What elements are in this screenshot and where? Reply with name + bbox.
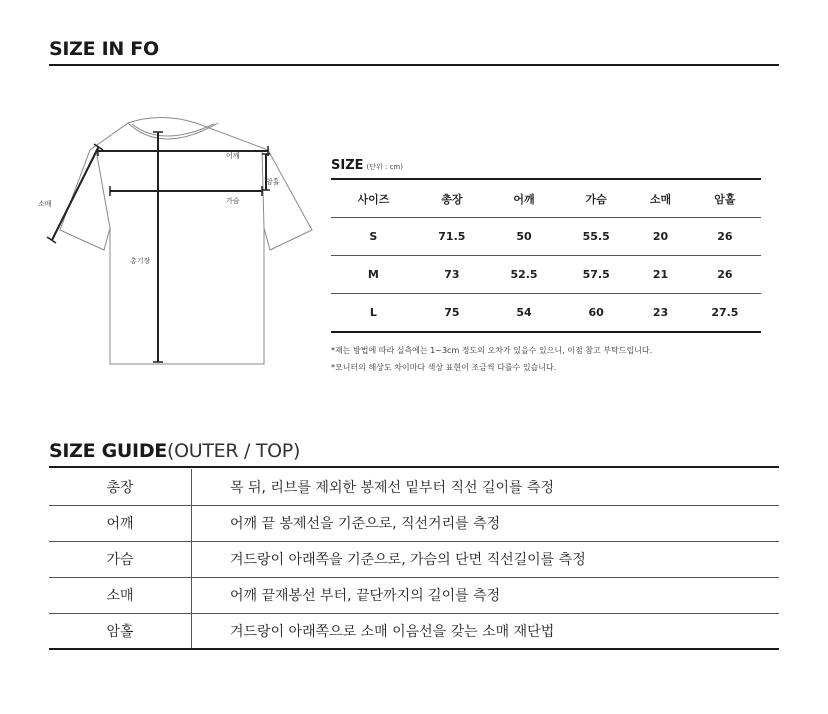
cell-chest: 55.5	[582, 230, 610, 243]
header-length: 총장	[441, 192, 463, 206]
guide-term: 어깨	[49, 505, 192, 541]
cell-shoulder: 54	[516, 306, 532, 319]
cell-length: 75	[444, 306, 460, 319]
table-row	[49, 469, 779, 505]
table-row	[49, 505, 779, 541]
note-monitor: *모니터의 해상도 차이마다 색상 표현이 조금씩 다를수 있습니다.	[331, 363, 557, 372]
cell-armhole: 27.5	[711, 306, 739, 319]
tshirt-illustration	[30, 110, 330, 375]
note-measurement: *재는 방법에 따라 실측에는 1~3cm 정도의 오차가 있을수 있으니, 이점 참고 부탁드립니다.	[331, 346, 653, 355]
table-row	[49, 613, 779, 649]
guide-term: 암홀	[49, 613, 192, 649]
cell-armhole: 26	[717, 230, 733, 243]
cell-length: 71.5	[438, 230, 466, 243]
table-row	[331, 256, 761, 294]
cell-sleeve: 23	[652, 306, 669, 319]
cell-sleeve: 21	[652, 268, 669, 281]
label-shoulder: 어깨	[226, 152, 240, 160]
cell-size: L	[369, 306, 377, 319]
cell-armhole: 26	[717, 268, 733, 281]
header-size: 사이즈	[357, 192, 390, 206]
size-guide-rule	[49, 466, 779, 468]
tshirt-diagram	[30, 110, 330, 379]
size-title-text: SIZE	[331, 158, 364, 173]
guide-desc: 목 뒤, 리브를 제외한 봉제선 밑부터 직선 길이를 측정	[230, 479, 555, 496]
cell-size: S	[369, 230, 378, 243]
guide-desc: 어깨 끝재봉선 부터, 끝단까지의 길이를 측정	[230, 588, 501, 604]
guide-desc: 겨드랑이 아래쪽을 기준으로, 가슴의 단면 직선길이를 측정	[230, 552, 586, 568]
cell-size: M	[367, 268, 379, 281]
guide-term: 총장	[49, 469, 192, 505]
size-guide-subtitle: (OUTER / TOP)	[166, 440, 301, 462]
size-table-title	[331, 158, 403, 173]
size-guide-title-text: SIZE GUIDE	[49, 440, 167, 462]
header-armhole: 암홀	[714, 192, 736, 206]
cell-sleeve: 20	[652, 230, 669, 243]
cell-shoulder: 52.5	[510, 268, 538, 281]
table-row	[331, 294, 761, 333]
label-armhole: 암홀	[266, 178, 280, 186]
table-row	[49, 577, 779, 613]
cell-shoulder: 50	[516, 230, 532, 243]
cell-length: 73	[444, 268, 460, 281]
cell-chest: 57.5	[582, 268, 610, 281]
size-table	[331, 178, 761, 333]
guide-term: 가슴	[49, 541, 192, 577]
size-table-header-row	[331, 179, 761, 218]
size-guide-title	[49, 440, 300, 462]
size-unit: (단위 : cm)	[366, 163, 403, 171]
size-info-rule	[49, 64, 779, 66]
table-row	[331, 218, 761, 256]
guide-desc: 어깨 끝 봉제선을 기준으로, 직선거리를 측정	[230, 516, 501, 532]
cell-chest: 60	[588, 306, 604, 319]
size-info-title: SIZE IN FO	[49, 38, 159, 60]
header-chest: 가슴	[585, 192, 607, 206]
table-row	[49, 541, 779, 577]
header-shoulder: 어깨	[513, 192, 535, 206]
guide-desc: 겨드랑이 아래쪽으로 소매 이음선을 갖는 소매 재단법	[230, 623, 555, 640]
size-guide-table	[49, 469, 779, 650]
guide-term: 소매	[49, 577, 192, 613]
label-length: 총기장	[130, 257, 151, 265]
header-sleeve: 소매	[649, 192, 672, 206]
label-chest: 가슴	[226, 197, 240, 205]
label-sleeve: 소매	[38, 200, 52, 208]
